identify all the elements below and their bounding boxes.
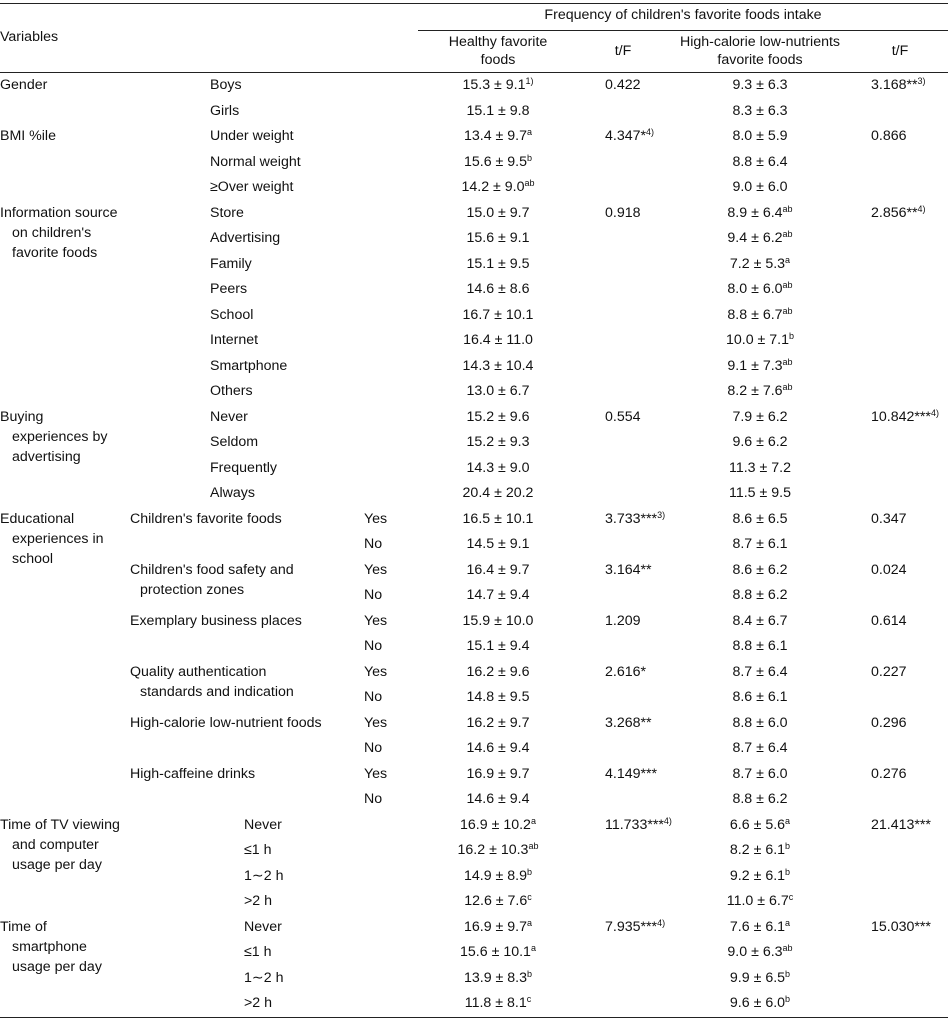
- row-category: Advertising: [210, 230, 281, 246]
- tf-high-calorie: 3.168**$^{3)}$: [871, 76, 926, 93]
- tf-high-calorie: 0.866: [871, 128, 907, 144]
- high-calorie-value: 8.6 ± 6.1: [732, 689, 788, 705]
- tf-healthy: 3.733***$^{3)}$: [605, 509, 666, 527]
- healthy-value: 15.9 ± 10.0: [462, 612, 534, 629]
- row-category: Never: [244, 918, 282, 935]
- row-category: Under weight: [210, 128, 294, 144]
- subgroup-food-safety: protection zones: [140, 581, 245, 598]
- healthy-value: 15.2 ± 9.6: [466, 408, 530, 425]
- high-calorie-value: 8.0 ± 5.9: [732, 128, 788, 144]
- row-category: Boys: [210, 77, 242, 93]
- healthy-value: 13.4 ± 9.7$^a$: [463, 127, 533, 144]
- healthy-value: 14.9 ± 8.9$^b$: [463, 866, 533, 884]
- rule-bottom: [0, 1017, 948, 1018]
- tf-healthy: 0.918: [605, 204, 641, 221]
- high-calorie-value: 9.2 ± 6.1$^b$: [729, 866, 791, 884]
- row-category: Yes: [364, 561, 388, 578]
- tf-healthy: 7.935***$^{4)}$: [605, 917, 666, 935]
- subgroup-favorite-foods: Children's favorite foods: [130, 510, 282, 527]
- high-calorie-value: 6.6 ± 5.6$^a$: [729, 815, 791, 833]
- healthy-value: 14.7 ± 9.4: [466, 587, 530, 603]
- variable-education: school: [12, 550, 54, 567]
- high-calorie-value: 9.0 ± 6.3$^{ab}$: [727, 943, 793, 960]
- healthy-value: 14.6 ± 9.4: [466, 791, 530, 807]
- high-calorie-value: 8.7 ± 6.4: [732, 663, 788, 680]
- high-calorie-value: 8.8 ± 6.2: [732, 791, 788, 807]
- healthy-value: 14.3 ± 10.4: [462, 357, 534, 374]
- healthy-value: 16.9 ± 9.7: [466, 765, 530, 782]
- tf-high-calorie: 10.842***$^{4)}$: [871, 407, 939, 425]
- variable-bmi: BMI %ile: [0, 128, 56, 144]
- variable-info-source: on children's: [12, 224, 92, 241]
- healthy-value: 16.5 ± 10.1: [462, 510, 534, 527]
- subgroup-exemplary: Exemplary business places: [130, 612, 302, 629]
- variable-info-source: favorite foods: [12, 244, 98, 261]
- tf-healthy: 2.616*: [605, 663, 647, 680]
- tf-healthy: 0.422: [605, 77, 641, 93]
- high-calorie-value: 10.0 ± 7.1$^b$: [725, 331, 795, 348]
- variable-education: experiences in: [12, 530, 104, 547]
- row-category: Yes: [364, 765, 388, 782]
- high-calorie-value: 8.7 ± 6.0: [732, 765, 788, 782]
- variable-buying: advertising: [12, 448, 81, 465]
- healthy-value: 14.8 ± 9.5: [466, 689, 530, 705]
- healthy-value: 16.2 ± 9.6: [466, 663, 530, 680]
- row-category: Normal weight: [210, 153, 301, 170]
- high-calorie-value: 9.4 ± 6.2$^{ab}$: [727, 229, 793, 246]
- high-calorie-value: 8.9 ± 6.4$^{ab}$: [727, 203, 793, 221]
- healthy-value: 14.2 ± 9.0$^{ab}$: [461, 178, 535, 195]
- high-calorie-value: 8.8 ± 6.4: [732, 153, 788, 170]
- tf-high-calorie: 2.856**$^{4)}$: [871, 203, 926, 221]
- row-category: Always: [210, 485, 255, 501]
- high-calorie-value: 9.6 ± 6.2: [732, 434, 788, 450]
- tf-healthy: 3.164**: [605, 561, 652, 578]
- row-category: 1∼2 h: [244, 969, 284, 986]
- healthy-value: 15.6 ± 9.5$^b$: [463, 152, 533, 170]
- row-category: Seldom: [210, 434, 259, 450]
- subgroup-food-safety: Children's food safety and: [130, 561, 294, 578]
- high-calorie-value: 8.2 ± 7.6$^{ab}$: [727, 382, 793, 399]
- high-calorie-value: 8.8 ± 6.7$^{ab}$: [727, 305, 793, 323]
- healthy-value: 15.6 ± 9.1: [466, 230, 530, 246]
- high-calorie-value: 8.8 ± 6.2: [732, 587, 788, 603]
- tf-healthy: 11.733***$^{4)}$: [605, 815, 672, 833]
- row-category: Never: [244, 816, 282, 833]
- high-calorie-value: 11.0 ± 6.7$^c$: [726, 892, 794, 909]
- healthy-value: 16.4 ± 11.0: [463, 332, 533, 348]
- healthy-value: 13.9 ± 8.3$^b$: [463, 968, 533, 986]
- tf-high-calorie: 0.276: [871, 765, 907, 782]
- subgroup-quality: standards and indication: [140, 683, 294, 700]
- high-calorie-value: 8.8 ± 6.0: [732, 714, 788, 731]
- row-category: Frequently: [210, 459, 278, 476]
- row-category: No: [364, 587, 383, 603]
- healthy-value: 20.4 ± 20.2: [462, 485, 534, 501]
- healthy-value: 14.6 ± 9.4: [466, 740, 530, 756]
- tf-healthy: 1.209: [605, 612, 641, 629]
- variable-buying: experiences by: [12, 428, 108, 445]
- row-category: Yes: [364, 714, 388, 731]
- header-group-title: Frequency of children's favorite foods intake: [544, 7, 822, 23]
- header-healthy: foods: [480, 52, 516, 68]
- row-category: Family: [210, 255, 252, 272]
- header-high-calorie: High-calorie low-nutrients: [679, 34, 841, 50]
- tf-healthy: 4.149***: [605, 765, 658, 782]
- variable-info-source: Information source: [0, 204, 118, 221]
- row-category: School: [210, 306, 254, 323]
- variable-education: Educational: [0, 510, 75, 527]
- high-calorie-value: 7.2 ± 5.3$^a$: [729, 254, 791, 272]
- high-calorie-value: 11.5 ± 9.5: [729, 485, 791, 501]
- row-category: ≤1 h: [244, 842, 272, 858]
- row-category: Others: [210, 383, 253, 399]
- variable-tv-time: usage per day: [12, 856, 102, 873]
- row-category: No: [364, 791, 383, 807]
- high-calorie-value: 8.8 ± 6.1: [732, 638, 788, 654]
- healthy-value: 14.6 ± 8.6: [466, 281, 530, 297]
- header-tf-healthy: t/F: [614, 43, 632, 59]
- variable-tv-time: and computer: [12, 836, 99, 853]
- high-calorie-value: 8.6 ± 6.2: [732, 561, 788, 578]
- tf-high-calorie: 0.347: [871, 510, 907, 527]
- high-calorie-value: 8.0 ± 6.0$^{ab}$: [727, 280, 793, 297]
- row-category: Peers: [210, 281, 248, 297]
- high-calorie-value: 8.7 ± 6.1: [732, 536, 788, 552]
- high-calorie-value: 8.2 ± 6.1$^b$: [729, 841, 791, 858]
- healthy-value: 15.1 ± 9.5: [466, 255, 530, 272]
- healthy-value: 16.7 ± 10.1: [462, 306, 534, 323]
- tf-healthy: 4.347*$^{4)}$: [605, 127, 655, 144]
- variable-tv-time: Time of TV viewing: [0, 816, 120, 833]
- row-category: No: [364, 536, 383, 552]
- row-category: Store: [210, 204, 244, 221]
- variable-buying: Buying: [0, 408, 44, 425]
- tf-high-calorie: 21.413***: [871, 816, 931, 833]
- healthy-value: 15.2 ± 9.3: [466, 434, 530, 450]
- subgroup-quality: Quality authentication: [130, 663, 267, 680]
- row-category: ≤1 h: [244, 944, 272, 960]
- row-category: Smartphone: [210, 357, 288, 374]
- tf-high-calorie: 0.296: [871, 714, 907, 731]
- high-calorie-value: 9.9 ± 6.5$^b$: [729, 968, 791, 986]
- row-category: No: [364, 740, 383, 756]
- header-variables: Variables: [0, 29, 59, 45]
- row-category: Internet: [210, 332, 259, 348]
- row-category: Girls: [210, 102, 240, 119]
- high-calorie-value: 11.3 ± 7.2: [729, 459, 791, 476]
- variable-smartphone-time: smartphone: [12, 938, 87, 955]
- healthy-value: 15.1 ± 9.4: [466, 638, 530, 654]
- high-calorie-value: 8.6 ± 6.5: [732, 510, 788, 527]
- tf-high-calorie: 0.024: [871, 561, 907, 578]
- high-calorie-value: 8.7 ± 6.4: [732, 740, 788, 756]
- row-category: No: [364, 638, 383, 654]
- row-category: >2 h: [244, 893, 273, 909]
- healthy-value: $15.3 \pm 9.1^{1)}$: [462, 76, 534, 93]
- row-category: Yes: [364, 663, 388, 680]
- high-calorie-value: 9.3 ± 6.3: [732, 77, 788, 93]
- row-category: Yes: [364, 612, 388, 629]
- healthy-value: 11.8 ± 8.1$^c$: [464, 994, 532, 1011]
- high-calorie-value: 9.1 ± 7.3$^{ab}$: [727, 356, 793, 374]
- healthy-value: 16.9 ± 9.7$^a$: [463, 917, 533, 935]
- row-category: 1∼2 h: [244, 867, 284, 884]
- healthy-value: 15.0 ± 9.7: [466, 204, 530, 221]
- tf-high-calorie: 0.614: [871, 612, 907, 629]
- subgroup-caffeine: High-caffeine drinks: [130, 765, 256, 782]
- healthy-value: 12.6 ± 7.6$^c$: [464, 892, 532, 909]
- healthy-value: 15.1 ± 9.8: [466, 102, 530, 119]
- high-calorie-value: 9.0 ± 6.0: [732, 179, 788, 195]
- tf-high-calorie: 0.227: [871, 663, 907, 680]
- row-category: >2 h: [244, 995, 273, 1011]
- rule-header: [0, 72, 948, 73]
- healthy-value: 15.6 ± 10.1$^a$: [460, 943, 536, 960]
- header-high-calorie: favorite foods: [717, 52, 803, 68]
- high-calorie-value: 8.4 ± 6.7: [732, 612, 788, 629]
- high-calorie-value: 7.9 ± 6.2: [732, 408, 788, 425]
- subgroup-high-calorie-foods: High-calorie low-nutrient foods: [130, 714, 322, 731]
- row-category: No: [364, 689, 383, 705]
- row-category: Yes: [364, 510, 388, 527]
- tf-high-calorie: 15.030***: [871, 918, 931, 935]
- healthy-value: 14.5 ± 9.1: [466, 536, 530, 552]
- variable-gender: Gender: [0, 77, 48, 93]
- tf-healthy: 3.268**: [605, 714, 652, 731]
- row-category: Never: [210, 408, 248, 425]
- tf-healthy: 0.554: [605, 408, 641, 425]
- healthy-value: 16.2 ± 9.7: [466, 714, 530, 731]
- healthy-value: 14.3 ± 9.0: [466, 459, 530, 476]
- variable-smartphone-time: Time of: [0, 918, 47, 935]
- healthy-value: 16.4 ± 9.7: [466, 561, 530, 578]
- rule-group: [418, 30, 948, 31]
- variable-smartphone-time: usage per day: [12, 958, 102, 975]
- header-tf-high-calorie: t/F: [891, 43, 909, 59]
- high-calorie-value: 8.3 ± 6.3: [732, 102, 788, 119]
- healthy-value: 16.9 ± 10.2$^a$: [460, 815, 536, 833]
- row-category: ≥Over weight: [210, 179, 294, 195]
- healthy-value: 16.2 ± 10.3$^{ab}$: [457, 841, 539, 858]
- high-calorie-value: 9.6 ± 6.0$^b$: [729, 994, 791, 1011]
- high-calorie-value: 7.6 ± 6.1$^a$: [729, 917, 791, 935]
- rule-top: [0, 3, 948, 4]
- healthy-value: 13.0 ± 6.7: [466, 383, 530, 399]
- header-healthy: Healthy favorite: [448, 34, 548, 50]
